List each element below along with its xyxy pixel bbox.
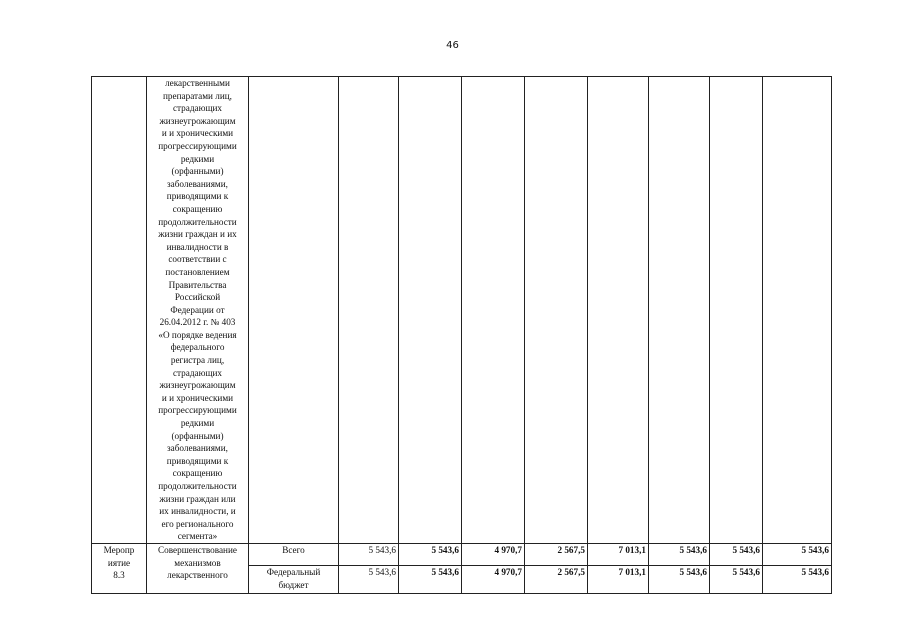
description-line: приводящими к bbox=[166, 455, 229, 466]
empty-cell bbox=[339, 77, 399, 544]
description-line: и и хроническими bbox=[161, 392, 234, 403]
description-line: 26.04.2012 г. № 403 bbox=[159, 317, 236, 328]
description-line: сокращению bbox=[172, 203, 223, 214]
value-cell: 5 543,6 bbox=[399, 543, 462, 565]
funding-source-cell: Всего bbox=[249, 543, 339, 565]
value-cell: 5 543,6 bbox=[649, 565, 710, 593]
continuation-row bbox=[92, 77, 832, 544]
description-line: сегмента» bbox=[177, 531, 218, 542]
value-cell: 7 013,1 bbox=[588, 543, 649, 565]
description-line: жизни граждан и их bbox=[158, 229, 237, 240]
description-line: соответствии с bbox=[168, 254, 227, 265]
description-line: их инвалидности, и bbox=[159, 506, 236, 517]
table-row-total bbox=[92, 543, 832, 565]
description-line: редкими bbox=[180, 418, 215, 429]
description-line: инвалидности в bbox=[166, 241, 229, 252]
description-line: заболеваниями, bbox=[167, 178, 228, 189]
value-cell: 5 543,6 bbox=[649, 543, 710, 565]
continuation-description-cell bbox=[147, 77, 249, 544]
description-line: заболеваниями, bbox=[167, 443, 228, 454]
description-line: жизни граждан или bbox=[159, 493, 236, 504]
description-line: Федерации от bbox=[170, 304, 225, 315]
value-cell: 4 970,7 bbox=[462, 565, 525, 593]
budget-table bbox=[91, 76, 832, 594]
description-line: прогрессирующими bbox=[158, 140, 237, 151]
description-line: регистра лиц, bbox=[170, 355, 225, 366]
value-cell: 5 543,6 bbox=[710, 565, 763, 593]
description-line: приводящими к bbox=[166, 191, 229, 202]
description-line: жизнеугрожающим bbox=[159, 380, 236, 391]
description-line: его регионального bbox=[161, 518, 234, 529]
value-cell: 2 567,5 bbox=[525, 565, 588, 593]
value-cell: 5 543,6 bbox=[763, 543, 832, 565]
measure-description-line: Совершенствование bbox=[158, 544, 237, 555]
empty-cell bbox=[462, 77, 525, 544]
empty-cell bbox=[588, 77, 649, 544]
empty-cell bbox=[710, 77, 763, 544]
description-line: препаратами лиц, bbox=[163, 90, 232, 101]
description-line: (орфанными) bbox=[171, 166, 224, 177]
description-line: федерального bbox=[170, 342, 225, 353]
description-line: страдающих bbox=[172, 103, 223, 114]
funding-source-cell: Федеральный бюджет bbox=[249, 565, 339, 593]
value-cell: 5 543,6 bbox=[710, 543, 763, 565]
measure-description-cell bbox=[147, 543, 249, 593]
description-line: Российской bbox=[174, 292, 221, 303]
continuation-name-cell bbox=[92, 77, 147, 544]
value-cell: 5 543,6 bbox=[339, 565, 399, 593]
description-line: прогрессирующими bbox=[158, 405, 237, 416]
measure-name-cell bbox=[92, 543, 147, 593]
empty-cell bbox=[525, 77, 588, 544]
description-line: Правительства bbox=[168, 279, 227, 290]
description-line: продолжительности bbox=[158, 481, 237, 491]
value-cell: 4 970,7 bbox=[462, 543, 525, 565]
value-cell: 7 013,1 bbox=[588, 565, 649, 593]
description-line: постановлением bbox=[165, 266, 230, 277]
description-line: лекарственными bbox=[165, 78, 230, 88]
description-line: (орфанными) bbox=[171, 430, 224, 441]
measure-name-line: иятие bbox=[107, 557, 131, 568]
empty-cell bbox=[249, 77, 339, 544]
description-line: страдающих bbox=[172, 367, 223, 378]
description-line: жизнеугрожающим bbox=[159, 115, 236, 126]
empty-cell bbox=[649, 77, 710, 544]
description-line: редкими bbox=[180, 153, 215, 164]
measure-name-line: Меропр bbox=[103, 544, 135, 555]
measure-description-line: механизмов bbox=[174, 557, 221, 568]
value-cell: 5 543,6 bbox=[339, 543, 399, 565]
description-line: и и хроническими bbox=[161, 128, 234, 139]
value-cell: 5 543,6 bbox=[399, 565, 462, 593]
measure-name-line: 8.3 bbox=[113, 570, 125, 581]
page-number: 46 bbox=[446, 40, 459, 51]
value-cell: 5 543,6 bbox=[763, 565, 832, 593]
description-line: продолжительности bbox=[158, 216, 237, 227]
description-line: «О порядке ведения bbox=[158, 329, 237, 340]
empty-cell bbox=[763, 77, 832, 544]
value-cell: 2 567,5 bbox=[525, 543, 588, 565]
measure-description-line: лекарственного bbox=[167, 570, 228, 581]
description-line: сокращению bbox=[172, 468, 223, 479]
empty-cell bbox=[399, 77, 462, 544]
